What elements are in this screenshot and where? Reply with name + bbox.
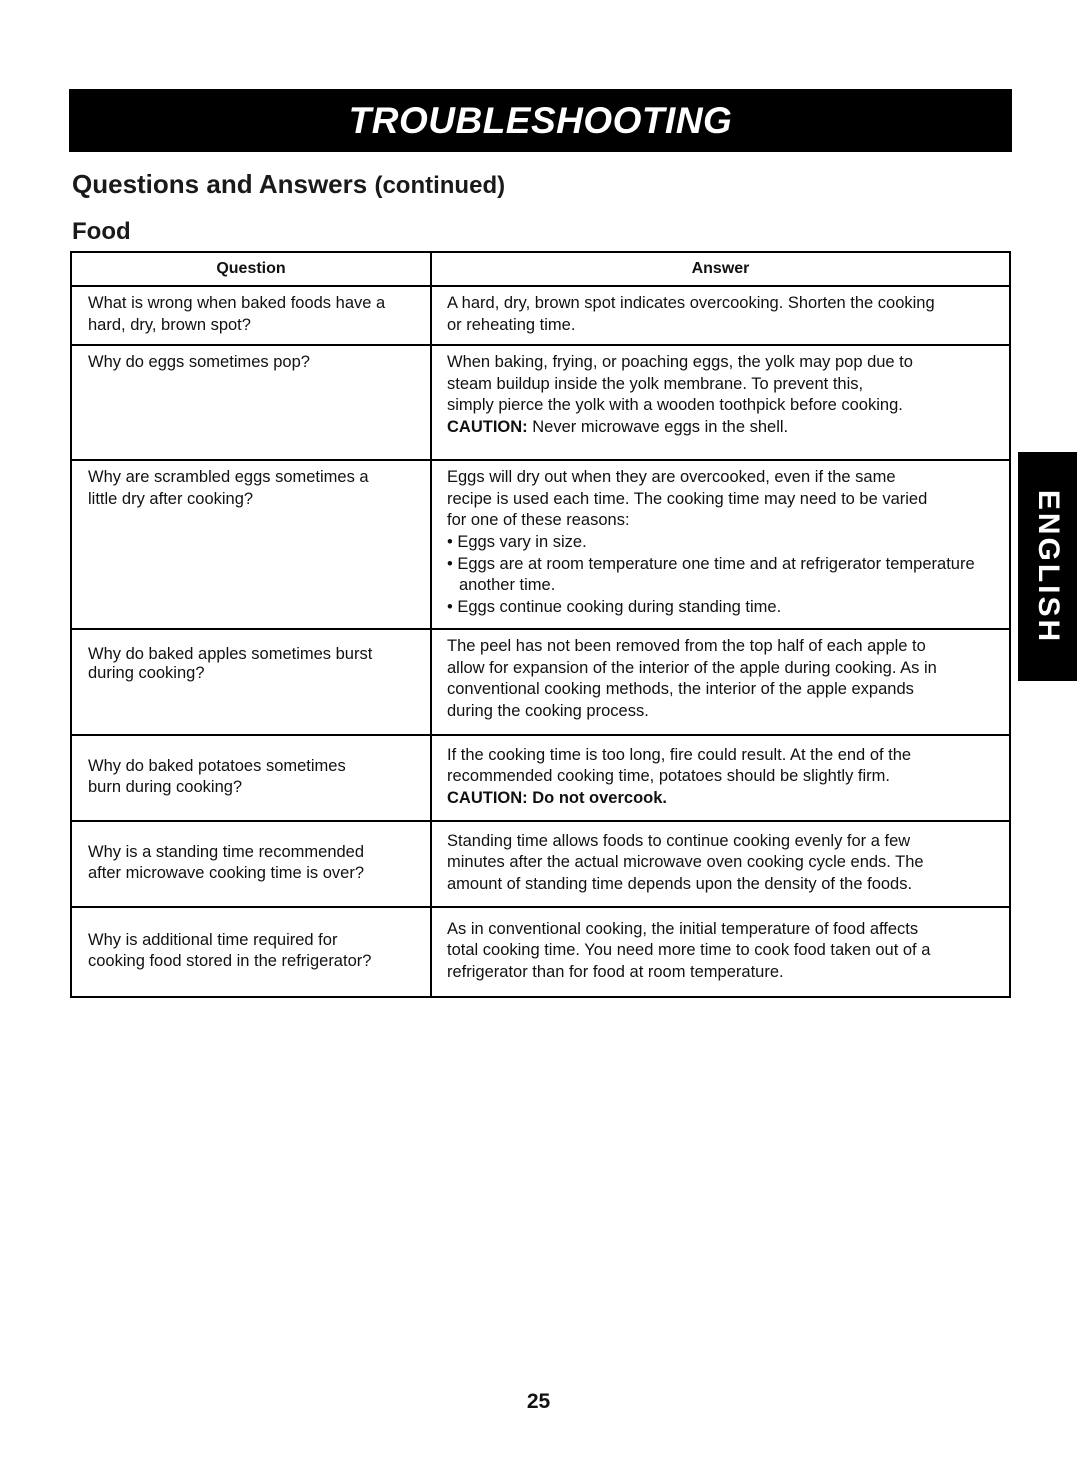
answer-cell bbox=[431, 629, 1010, 735]
qa-table bbox=[70, 251, 1011, 998]
question-line: little dry after cooking? bbox=[88, 489, 254, 508]
answer-line: for one of these reasons: bbox=[447, 511, 630, 530]
section-heading bbox=[72, 169, 505, 200]
question-line: Why is a standing time recommended bbox=[88, 842, 365, 861]
answer-line: When baking, frying, or poaching eggs, the yolk may pop due to bbox=[447, 353, 913, 372]
question-cell bbox=[71, 821, 431, 907]
answer-line: As in conventional cooking, the initial temperature of food affects bbox=[447, 919, 919, 938]
answer-line: refrigerator than for food at room temperature. bbox=[447, 962, 784, 981]
question-line: Why are scrambled eggs sometimes a bbox=[88, 468, 369, 487]
question-line: Why do baked potatoes sometimes bbox=[88, 756, 346, 775]
table-row bbox=[71, 907, 1010, 997]
bullet-item: • Eggs continue cooking during standing time. bbox=[447, 597, 782, 616]
question-cell bbox=[71, 735, 431, 821]
caution-line: CAUTION: Do not overcook. bbox=[447, 788, 668, 807]
question-line: hard, dry, brown spot? bbox=[88, 315, 251, 334]
question-line: during cooking? bbox=[88, 663, 205, 682]
answer-line: If the cooking time is too long, fire could result. At the end of the bbox=[447, 745, 912, 764]
page-banner bbox=[69, 89, 1012, 152]
bullet-item: • Eggs are at room temperature one time and at refrigerator temperature another time. bbox=[447, 554, 975, 595]
answer-cell bbox=[431, 735, 1010, 821]
section-heading-text: Questions and Answers bbox=[72, 169, 368, 199]
question-cell bbox=[71, 629, 431, 735]
language-side-tab bbox=[1018, 452, 1077, 681]
answer-line: during the cooking process. bbox=[447, 701, 649, 720]
table-row bbox=[71, 460, 1010, 629]
question-line: What is wrong when baked foods have a bbox=[88, 294, 386, 312]
question-line: after microwave cooking time is over? bbox=[88, 864, 365, 883]
caution-label: CAUTION: bbox=[447, 417, 528, 436]
answer-line: Standing time allows foods to continue cooking evenly for a few bbox=[447, 831, 911, 850]
answer-line: recipe is used each time. The cooking time may need to be varied bbox=[447, 489, 928, 508]
page-number: 25 bbox=[526, 1390, 551, 1413]
answer-cell bbox=[431, 286, 1010, 345]
question-line: Why do baked apples sometimes burst bbox=[88, 645, 373, 664]
answer-line: A hard, dry, brown spot indicates overcooking. Shorten the cooking bbox=[447, 294, 935, 312]
answer-line: or reheating time. bbox=[447, 315, 576, 334]
question-cell bbox=[71, 907, 431, 997]
question-cell bbox=[71, 460, 431, 629]
question-line: burn during cooking? bbox=[88, 778, 243, 797]
caution-text: Never microwave eggs in the shell. bbox=[527, 417, 789, 436]
question-line: Why do eggs sometimes pop? bbox=[88, 353, 310, 372]
language-tab-label: ENGLISH bbox=[1031, 489, 1065, 644]
answer-line: recommended cooking time, potatoes should be slightly firm. bbox=[447, 767, 890, 786]
question-cell bbox=[71, 286, 431, 345]
question-cell bbox=[71, 345, 431, 460]
banner-title: TROUBLESHOOTING bbox=[348, 100, 733, 141]
section-heading-suffix: (continued) bbox=[374, 172, 506, 199]
table-row bbox=[71, 735, 1010, 821]
caution-line bbox=[447, 417, 995, 439]
answer-cell bbox=[431, 460, 1010, 629]
table-row bbox=[71, 345, 1010, 460]
answer-line: allow for expansion of the interior of the apple during cooking. As in bbox=[447, 658, 937, 677]
answer-cell bbox=[431, 821, 1010, 907]
table-row bbox=[71, 286, 1010, 345]
table-header-row bbox=[71, 252, 1010, 286]
answer-line: simply pierce the yolk with a wooden toothpick before cooking. bbox=[447, 396, 903, 415]
answer-line: conventional cooking methods, the interior of the apple expands bbox=[447, 680, 914, 699]
answer-cell bbox=[431, 345, 1010, 460]
answer-column-header: Answer bbox=[431, 252, 1010, 286]
answer-line: total cooking time. You need more time to cook food taken out of a bbox=[447, 941, 931, 960]
subsection-heading: Food bbox=[72, 218, 131, 245]
bullet-item: • Eggs vary in size. bbox=[447, 532, 587, 551]
question-column-header: Question bbox=[71, 252, 431, 286]
question-line: Why is additional time required for bbox=[88, 930, 338, 949]
answer-line: steam buildup inside the yolk membrane. To prevent this, bbox=[447, 374, 864, 393]
answer-line: The peel has not been removed from the top half of each apple to bbox=[447, 637, 926, 656]
answer-line: amount of standing time depends upon the density of the foods. bbox=[447, 874, 913, 893]
answer-cell bbox=[431, 907, 1010, 997]
table-row bbox=[71, 629, 1010, 735]
answer-line: Eggs will dry out when they are overcooked, even if the same bbox=[447, 468, 896, 487]
question-line: cooking food stored in the refrigerator? bbox=[88, 952, 372, 971]
answer-line: minutes after the actual microwave oven cooking cycle ends. The bbox=[447, 853, 924, 872]
table-row bbox=[71, 821, 1010, 907]
